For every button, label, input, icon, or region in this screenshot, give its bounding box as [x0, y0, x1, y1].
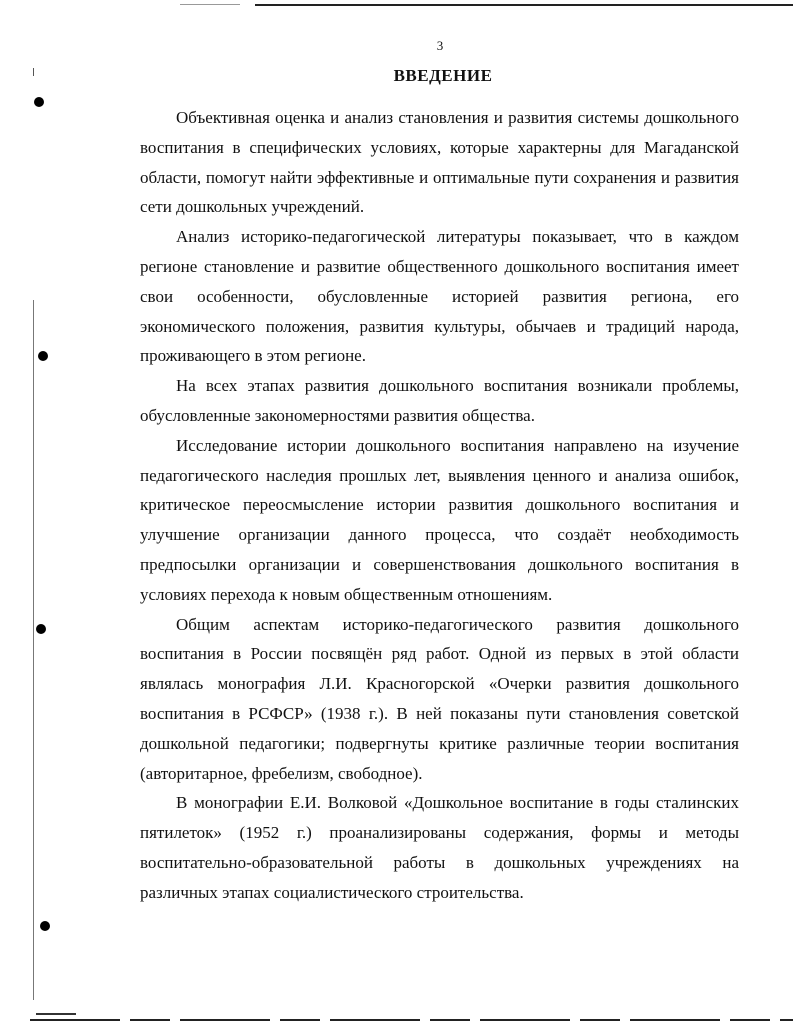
paragraph: Объективная оценка и анализ становления и развития системы дошкольного воспитания в специфических условиях, которые характерны для Магаданской области, помогут найти эффективные и оптимальные пути сохранения и развития сети дошкольных учреждений.: [140, 108, 739, 217]
paragraph: На всех этапах развития дошкольного воспитания возникали проблемы, обусловленные закономерностями развития общества.: [140, 376, 739, 425]
scan-bottom-line: [30, 1019, 793, 1021]
paragraph: Общим аспектам историко-педагогического развития дошкольного воспитания в России посвящён ряд работ. Одной из первых в этой области являлась монография Л.И. Красногорской «Очерки развития дошкольного воспитания в РСФСР» (1938 г.). В ней показаны пути становления советской дошкольной педагогики; подвергнуты критике различные теории воспитания (авторитарное, фребелизм, свободное).: [140, 614, 739, 783]
binding-hole-4: [40, 921, 50, 931]
binding-hole-1: [34, 97, 44, 107]
page-heading: ВВЕДЕНИЕ: [393, 66, 493, 85]
paragraph: Исследование истории дошкольного воспитания направлено на изучение педагогического наследия прошлых лет, выявления ценного и анализа ошибок, критическое переосмысление истории развития дошкольного воспитания и улучшение организации данного процесса, что создаёт необходимость предпосылки организации и совершенствования дошкольного воспитания в условиях перехода к новым общественным отношениям.: [140, 435, 739, 604]
scan-bottom-mark: [36, 1013, 76, 1015]
scan-top-line: [255, 4, 793, 6]
scan-top-dash: [180, 4, 240, 5]
paragraph: В монографии Е.И. Волковой «Дошкольное воспитание в годы сталинских пятилеток» (1952 г.) проанализированы содержания, формы и методы воспитательно-образовательной работы в дошкольных учреждениях на различных этапах социалистического строительства.: [140, 793, 739, 902]
binding-hole-2: [38, 351, 48, 361]
paragraph: Анализ историко-педагогической литературы показывает, что в каждом регионе становление и развитие общественного дошкольного воспитания имеет свои особенности, обусловленные историей развития региона, его экономического положения, развития культуры, обычаев и традиций народа, проживающего в этом регионе.: [140, 227, 739, 366]
page-number: 3: [436, 38, 444, 53]
body-text: [140, 103, 739, 908]
scan-left-margin-line: [33, 300, 34, 1000]
binding-hole-3: [36, 624, 46, 634]
